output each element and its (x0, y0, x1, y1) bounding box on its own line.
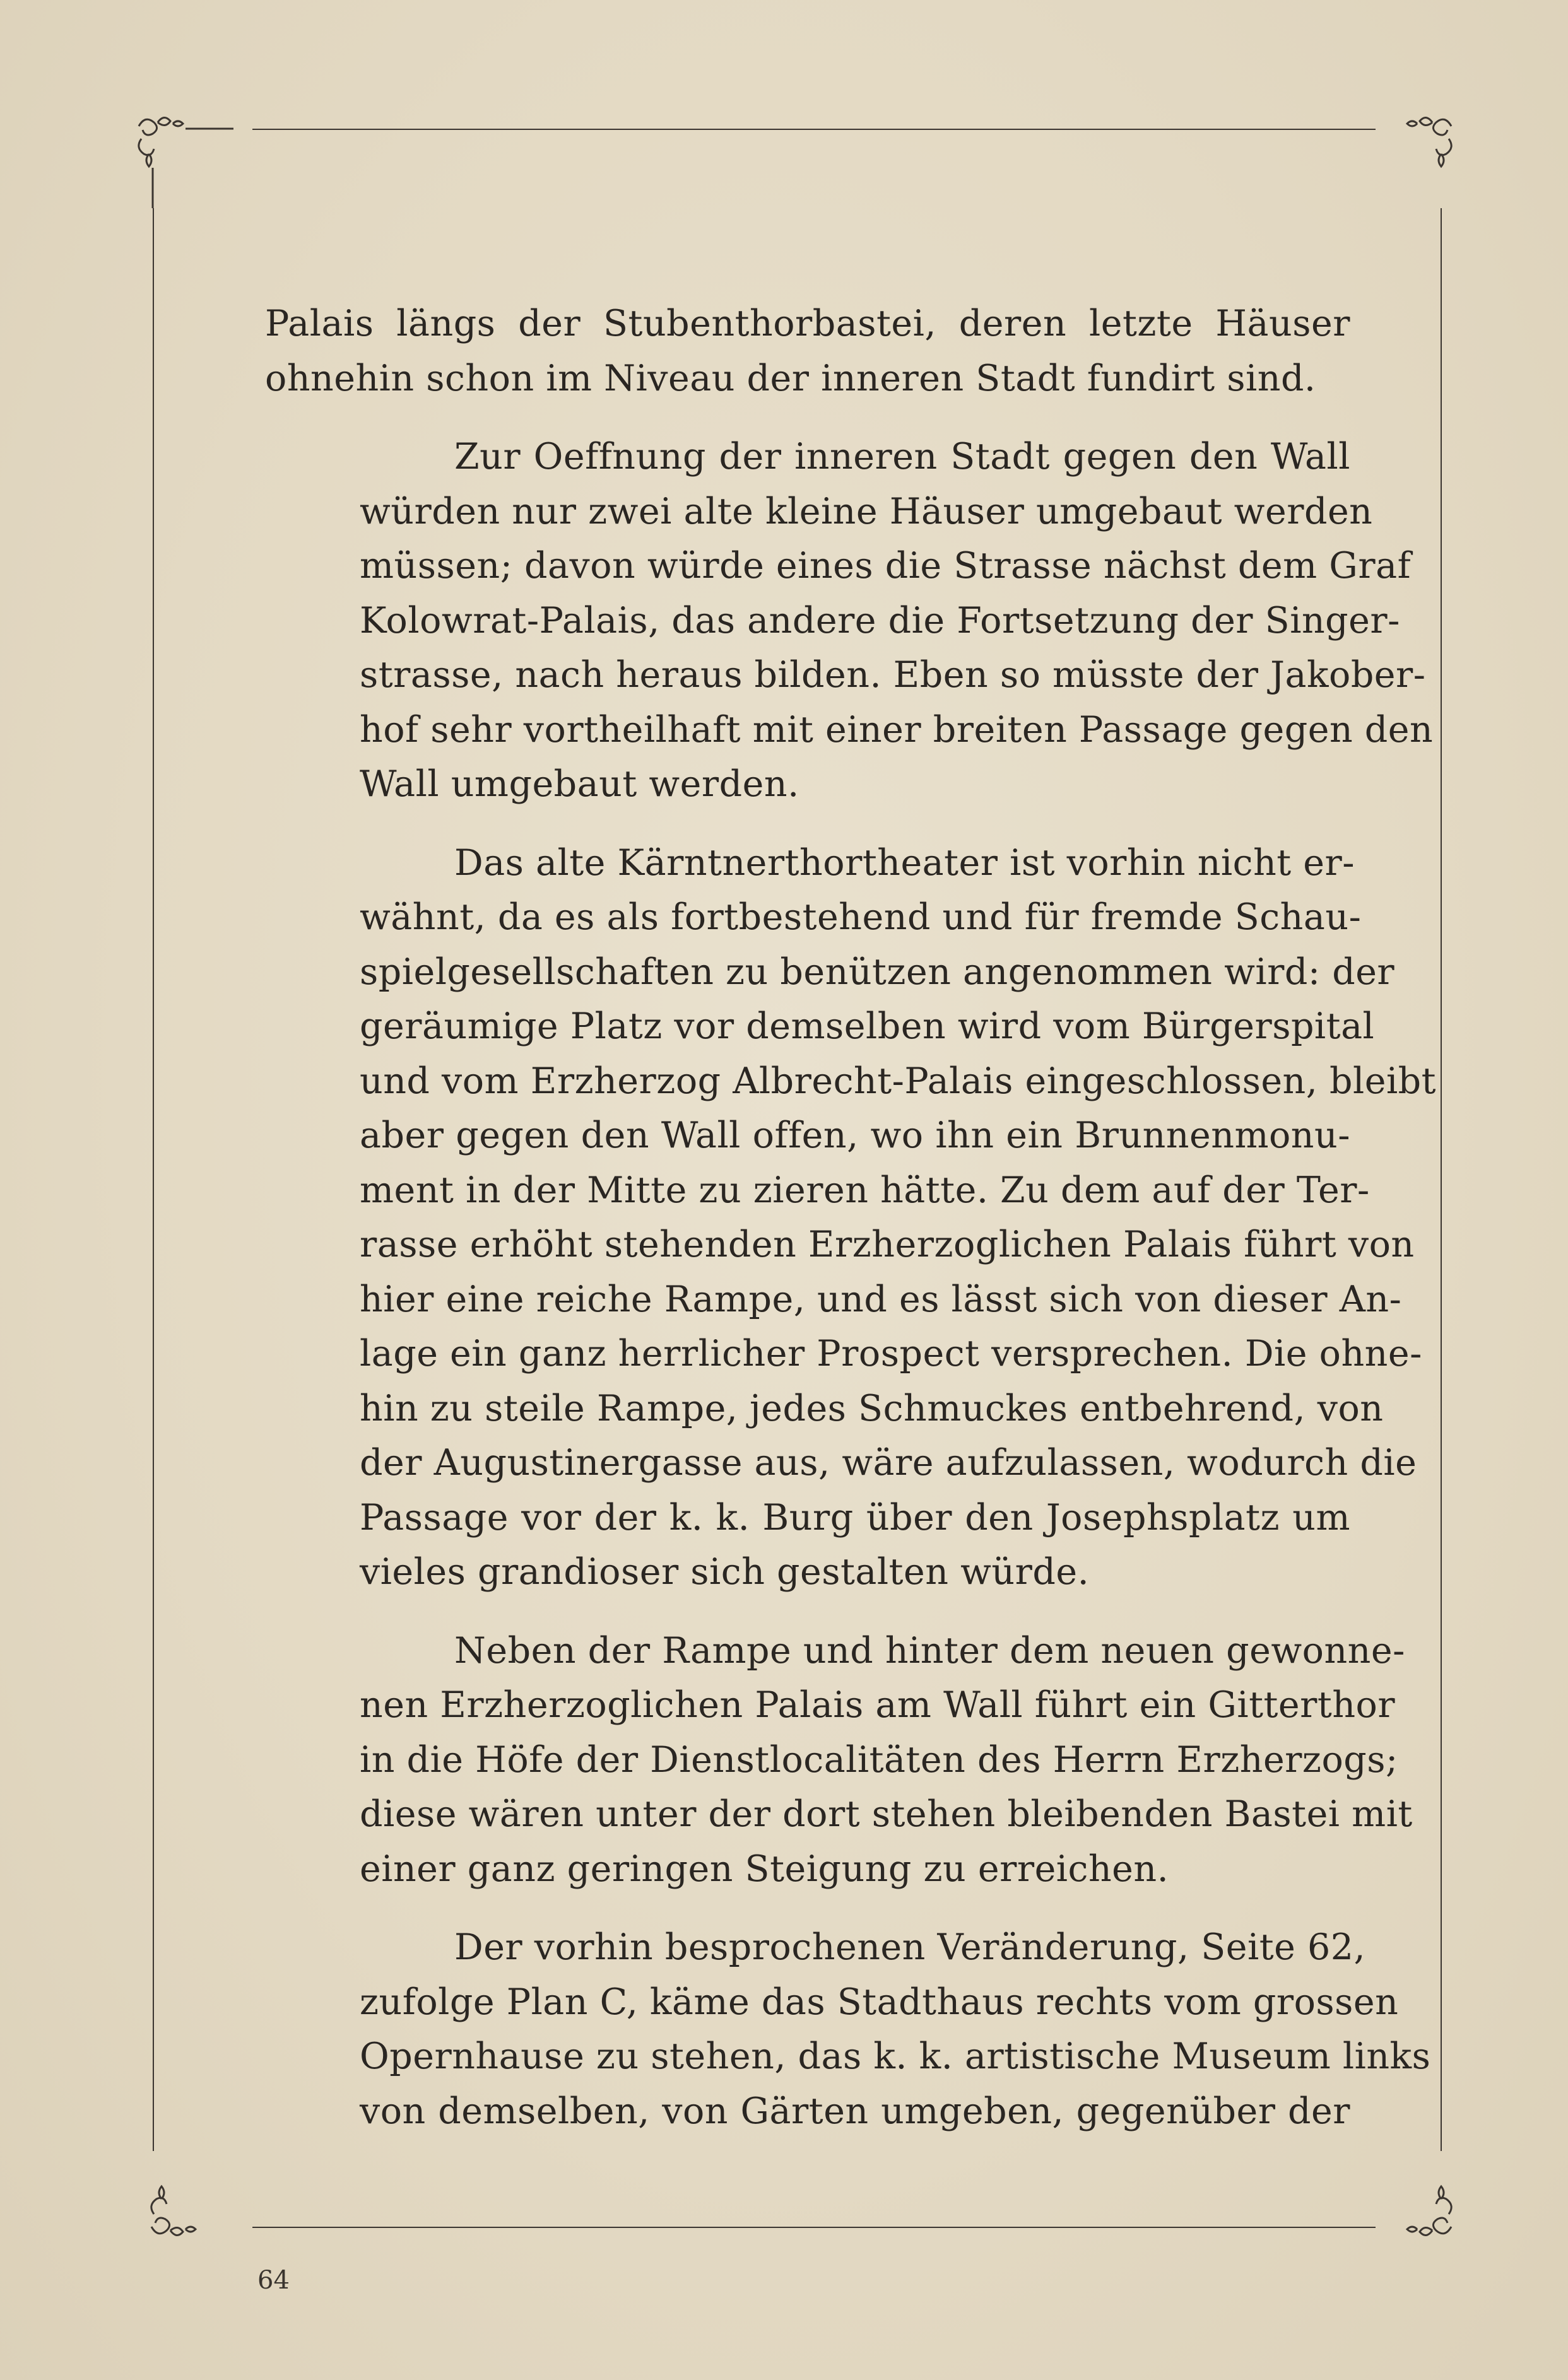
text-line: vieles grandioser sich gestalten würde. (360, 1551, 1090, 1593)
paragraph-5 (265, 1920, 1431, 2138)
corner-ornament-icon (133, 107, 233, 208)
text-line: Neben der Rampe und hinter dem neuen gewonne- (454, 1629, 1405, 1672)
text-line: Zur Oeffnung der inneren Stadt gegen den Wall (454, 436, 1350, 478)
text-line: hin zu steile Rampe, jedes Schmuckes entbehrend, von (360, 1387, 1384, 1429)
text-line: geräumige Platz vor demselben wird vom Bürgerspital (360, 1005, 1375, 1047)
frame-top-rule (252, 129, 1376, 130)
paragraph-3 (265, 836, 1437, 1600)
text-line: Das alte Kärntnerthortheater ist vorhin nicht er- (454, 841, 1355, 884)
text-line: strasse, nach heraus bilden. Eben so müsste der Jakober- (360, 654, 1426, 696)
text-line: Passage vor der k. k. Burg über den Josephsplatz um (360, 1496, 1350, 1539)
frame-bottom-rule (252, 2227, 1376, 2228)
corner-ornament-icon (145, 2145, 246, 2246)
text-line: nen Erzherzoglichen Palais am Wall führt ein Gitterthor (360, 1684, 1396, 1726)
text-line: zufolge Plan C, käme das Stadthaus rechts vom grossen (360, 1981, 1399, 2023)
paragraph-1 (265, 296, 1350, 406)
text-line: lage ein ganz herrlicher Prospect versprechen. Die ohne- (360, 1333, 1422, 1375)
text-line: ohnehin schon im Niveau der inneren Stadt fundirt sind. (265, 357, 1316, 399)
page-number: 64 (257, 2266, 290, 2295)
text-line: Opernhause zu stehen, das k. k. artistische Museum links (360, 2036, 1431, 2077)
text-line: einer ganz geringen Steigung zu erreichen. (360, 1848, 1169, 1890)
text-line: in die Höfe der Dienstlocalitäten des Herrn Erzherzogs; (360, 1738, 1398, 1781)
text-line: spielgesellschaften zu benützen angenommen wird: der (360, 951, 1395, 993)
text-line: wähnt, da es als fortbestehend und für fremde Schau- (360, 896, 1362, 938)
text-line: Kolowrat-Palais, das andere die Fortsetzung der Singer- (360, 599, 1400, 642)
paragraph-4 (265, 1624, 1413, 1897)
text-line: diese wären unter der dort stehen bleibenden Bastei mit (360, 1793, 1413, 1835)
text-line: von demselben, von Gärten umgeben, gegenüber der (360, 2090, 1350, 2132)
text-line: würden nur zwei alte kleine Häuser umgebaut werden (360, 490, 1373, 532)
text-line: der Augustinergasse aus, wäre aufzulassen, wodurch die (360, 1442, 1417, 1484)
text-line: rasse erhöht stehenden Erzherzoglichen Palais führt von (360, 1224, 1415, 1265)
paragraph-2 (265, 430, 1434, 812)
text-line: Palais längs der Stubenthorbastei, deren letzte Häuser (265, 303, 1350, 344)
body-text (265, 296, 1437, 2138)
text-line: Wall umgebaut werden. (360, 763, 799, 805)
corner-ornament-icon (1357, 107, 1458, 208)
text-line: aber gegen den Wall offen, wo ihn ein Brunnenmonu- (360, 1115, 1350, 1156)
text-line: müssen; davon würde eines die Strasse nächst dem Graf (360, 545, 1412, 587)
text-line: und vom Erzherzog Albrecht-Palais eingeschlossen, bleibt (360, 1060, 1437, 1102)
frame-right-rule (1441, 208, 1442, 2151)
corner-ornament-icon (1357, 2145, 1458, 2246)
text-line: hier eine reiche Rampe, und es lässt sich von dieser An- (360, 1278, 1402, 1320)
text-line: Der vorhin besprochenen Veränderung, Seite 62, (454, 1926, 1366, 1968)
text-line: hof sehr vortheilhaft mit einer breiten Passage gegen den (360, 708, 1434, 751)
frame-left-rule (153, 208, 154, 2151)
text-line: ment in der Mitte zu zieren hätte. Zu dem auf der Ter- (360, 1169, 1370, 1211)
